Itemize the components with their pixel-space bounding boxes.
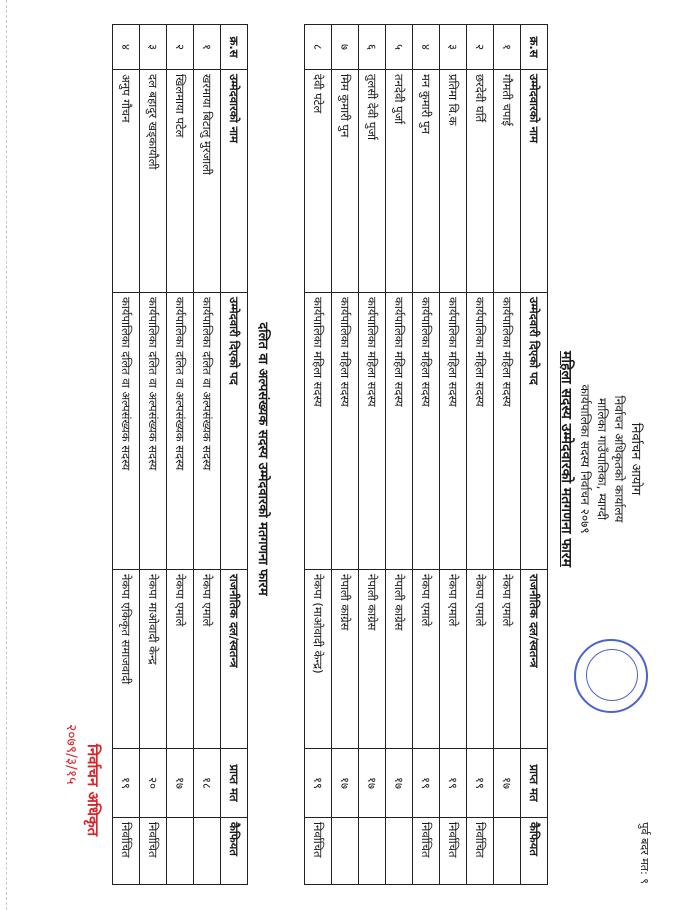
column-header: कैफियत bbox=[221, 818, 248, 885]
cell-votes: १७ bbox=[167, 749, 194, 818]
cell-name: छरदेवी घर्ति bbox=[467, 70, 494, 293]
cell-votes: १९ bbox=[113, 749, 140, 818]
table-row bbox=[305, 25, 332, 885]
officer-signature bbox=[53, 684, 103, 874]
rotated-form-sheet bbox=[58, 24, 658, 894]
column-header: क्र.स bbox=[521, 25, 548, 70]
signature-date: २०७९/३/१५ bbox=[63, 724, 79, 785]
cell-remarks bbox=[194, 818, 221, 885]
cell-party: नेकपा एमाले bbox=[440, 570, 467, 749]
cell-name: मिम कुमारी पुन bbox=[332, 70, 359, 293]
form1-title: महिला सदस्य उम्मेदवारको मतगणना फारम bbox=[558, 351, 574, 567]
cell-post: कार्यपालिका महिला सदस्य bbox=[386, 293, 413, 570]
cell-votes: १९ bbox=[305, 749, 332, 818]
table-row bbox=[413, 25, 440, 885]
cell-party: नेकपा एमाले bbox=[167, 570, 194, 749]
column-header: प्राप्त मत bbox=[221, 749, 248, 818]
cell-post: कार्यपालिका महिला सदस्य bbox=[359, 293, 386, 570]
page-number: पुर्व बदर मत: ९ bbox=[638, 822, 651, 884]
cell-sn: १ bbox=[494, 25, 521, 70]
fold-line bbox=[6, 0, 7, 910]
cell-sn: ३ bbox=[440, 25, 467, 70]
cell-name: मन कुमारी पुन bbox=[413, 70, 440, 293]
cell-sn: ८ bbox=[305, 25, 332, 70]
cell-post: कार्यपालिका दलित वा अल्पसंख्यक सदस्य bbox=[140, 293, 167, 570]
cell-sn: १ bbox=[194, 25, 221, 70]
cell-party: नेकपा माओवादी केन्द्र bbox=[140, 570, 167, 749]
office-stamp bbox=[574, 639, 648, 713]
table-row bbox=[140, 25, 167, 885]
municipality-name: मालिका गाउँपालिका, म्याग्दी bbox=[595, 397, 609, 521]
column-header: उम्मेदवारी दिएको पद bbox=[521, 293, 548, 570]
cell-remarks bbox=[494, 818, 521, 885]
cell-votes: १७ bbox=[332, 749, 359, 818]
cell-name: दल बहादुर खड्कायौली bbox=[140, 70, 167, 293]
cell-party: नेकपा (माओवादी केन्द्र) bbox=[305, 570, 332, 749]
cell-name: देवी पटेल bbox=[305, 70, 332, 293]
table-row bbox=[113, 25, 140, 885]
column-header: राजनीतिक दल/स्वतन्त्र bbox=[521, 570, 548, 749]
cell-post: कार्यपालिका दलित वा अल्पसंख्यक सदस्य bbox=[167, 293, 194, 570]
cell-votes: १७ bbox=[386, 749, 413, 818]
cell-sn: २ bbox=[467, 25, 494, 70]
office-name: निर्वाचन अधिकृतको कार्यालय bbox=[612, 395, 626, 523]
cell-votes: १७ bbox=[359, 749, 386, 818]
cell-sn: ६ bbox=[359, 25, 386, 70]
cell-votes: १८ bbox=[194, 749, 221, 818]
cell-party: नेकपा एमाले bbox=[194, 570, 221, 749]
cell-name: तनदेवी पुर्जा bbox=[386, 70, 413, 293]
table-header-row bbox=[221, 25, 248, 885]
table-row bbox=[332, 25, 359, 885]
cell-remarks bbox=[167, 818, 194, 885]
cell-party: नेपाली काग्रेस bbox=[359, 570, 386, 749]
column-header: उम्मेदवारको नाम bbox=[521, 70, 548, 293]
cell-remarks bbox=[332, 818, 359, 885]
table-row bbox=[359, 25, 386, 885]
cell-remarks bbox=[386, 818, 413, 885]
cell-votes: २० bbox=[140, 749, 167, 818]
column-header: कैफियत bbox=[521, 818, 548, 885]
cell-post: कार्यपालिका महिला सदस्य bbox=[305, 293, 332, 570]
cell-remarks: निर्वाचित bbox=[140, 818, 167, 885]
cell-party: नेकपा एमाले bbox=[467, 570, 494, 749]
cell-remarks: निर्वाचित bbox=[305, 818, 332, 885]
form2-title: दलित वा अल्पसंख्यक सदस्य उम्मेदवारको मतगणना फारम bbox=[255, 322, 270, 596]
cell-name: अनुप गौचन bbox=[113, 70, 140, 293]
cell-party: नेकपा एमाले bbox=[494, 570, 521, 749]
stamp-inner-ring bbox=[586, 649, 638, 701]
cell-sn: ४ bbox=[413, 25, 440, 70]
cell-post: कार्यपालिका महिला सदस्य bbox=[494, 293, 521, 570]
cell-remarks: निर्वाचित bbox=[440, 818, 467, 885]
cell-sn: ४ bbox=[113, 25, 140, 70]
cell-sn: ७ bbox=[332, 25, 359, 70]
cell-party: नेपाली काग्रेस bbox=[386, 570, 413, 749]
column-header: प्राप्त मत bbox=[521, 749, 548, 818]
cell-post: कार्यपालिका दलित वा अल्पसंख्यक सदस्य bbox=[113, 293, 140, 570]
women-member-table bbox=[304, 24, 548, 885]
table-row bbox=[167, 25, 194, 885]
cell-post: कार्यपालिका दलित वा अल्पसंख्यक सदस्य bbox=[194, 293, 221, 570]
cell-remarks: निर्वाचित bbox=[413, 818, 440, 885]
commission-name: निर्वाचन आयोग bbox=[628, 422, 643, 496]
cell-party: नेपाली काग्रेस bbox=[332, 570, 359, 749]
signature-title: निर्वाचन अधिकृत bbox=[84, 744, 102, 837]
cell-name: गौमती चपाई bbox=[494, 70, 521, 293]
cell-name: खिलमाया पटेल bbox=[167, 70, 194, 293]
cell-votes: १९ bbox=[467, 749, 494, 818]
table-row bbox=[494, 25, 521, 885]
table-row bbox=[194, 25, 221, 885]
column-header: राजनीतिक दल/स्वतन्त्र bbox=[221, 570, 248, 749]
column-header: उम्मेदवारी दिएको पद bbox=[221, 293, 248, 570]
dalit-minority-table bbox=[112, 24, 248, 885]
table-row bbox=[440, 25, 467, 885]
cell-votes: १९ bbox=[413, 749, 440, 818]
election-name: कार्यपालिका सदस्य निर्वाचन २०७९ bbox=[578, 384, 592, 534]
cell-name: तुलसी देवी पुर्जा bbox=[359, 70, 386, 293]
cell-remarks: निर्वाचित bbox=[467, 818, 494, 885]
cell-sn: ३ bbox=[140, 25, 167, 70]
cell-remarks: निर्वाचित bbox=[113, 818, 140, 885]
cell-post: कार्यपालिका महिला सदस्य bbox=[413, 293, 440, 570]
table-row bbox=[467, 25, 494, 885]
cell-sn: २ bbox=[167, 25, 194, 70]
cell-party: नेकपा एमाले bbox=[413, 570, 440, 749]
cell-remarks bbox=[359, 818, 386, 885]
cell-name: प्रतिमा वि.क bbox=[440, 70, 467, 293]
cell-votes: १७ bbox=[494, 749, 521, 818]
column-header: क्र.स bbox=[221, 25, 248, 70]
cell-party: नेकपा एकिकृत समाजवादी bbox=[113, 570, 140, 749]
cell-post: कार्यपालिका महिला सदस्य bbox=[440, 293, 467, 570]
table-header-row bbox=[521, 25, 548, 885]
column-header: उम्मेदवारको नाम bbox=[221, 70, 248, 293]
cell-votes: १९ bbox=[440, 749, 467, 818]
cell-sn: ५ bbox=[386, 25, 413, 70]
cell-name: खरमाया बिटालु मुरजाली bbox=[194, 70, 221, 293]
cell-post: कार्यपालिका महिला सदस्य bbox=[332, 293, 359, 570]
table-row bbox=[386, 25, 413, 885]
cell-post: कार्यपालिका महिला सदस्य bbox=[467, 293, 494, 570]
